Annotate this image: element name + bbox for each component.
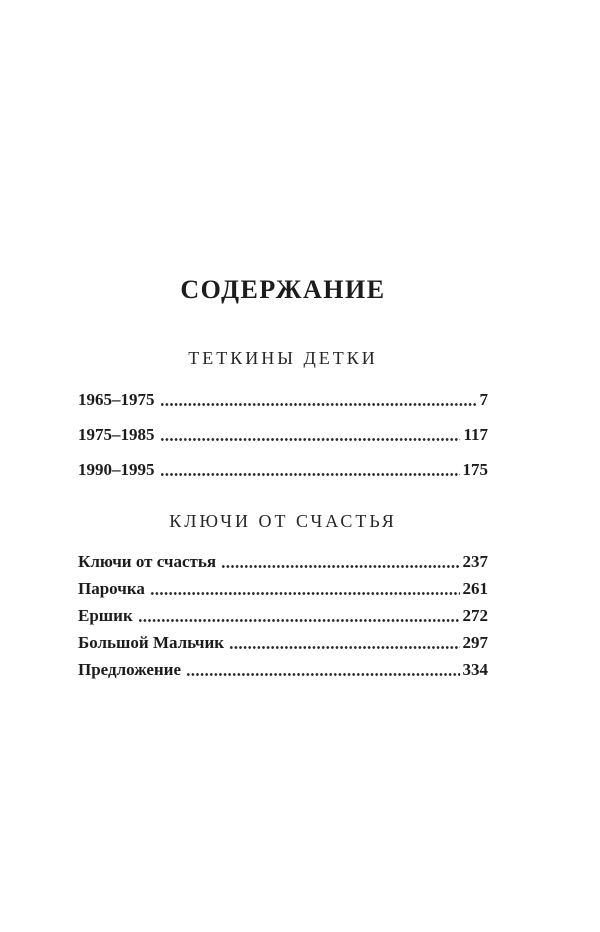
toc-entry-label: Большой Мальчик xyxy=(78,633,225,652)
section-heading-tetkiny-detki: ТЕТКИНЫ ДЕТКИ xyxy=(188,348,378,368)
dot-leader xyxy=(138,606,460,625)
dot-leader xyxy=(221,552,459,571)
toc-section-entries xyxy=(78,390,488,479)
dot-leader xyxy=(186,660,460,679)
toc-entry-label: 1975–1985 xyxy=(78,425,155,444)
toc-entry-page: 297 xyxy=(462,633,488,652)
toc-entry-ershik[interactable] xyxy=(78,606,488,625)
dot-leader xyxy=(160,390,477,409)
toc-entry-page: 237 xyxy=(462,552,488,571)
toc-entry-1990-1995[interactable] xyxy=(78,460,488,479)
toc-entry-bolshoy-malchik[interactable] xyxy=(78,633,488,652)
toc-entry-predlozhenie[interactable] xyxy=(78,660,488,679)
page-title: СОДЕРЖАНИЕ xyxy=(180,275,386,304)
toc-entry-page: 175 xyxy=(462,460,488,479)
dot-leader xyxy=(160,460,460,479)
toc-entry-1965-1975[interactable] xyxy=(78,390,488,409)
toc-entry-page: 334 xyxy=(462,660,488,679)
toc-entry-1975-1985[interactable] xyxy=(78,425,488,444)
toc-entry-klyuchi-ot-schastya[interactable] xyxy=(78,552,488,571)
toc-entry-label: Предложение xyxy=(78,660,181,679)
toc-entry-label: Ключи от счастья xyxy=(78,552,217,571)
toc-entry-page: 261 xyxy=(462,579,488,598)
toc-entry-label: Парочка xyxy=(78,579,145,598)
toc-entry-page: 7 xyxy=(479,390,488,409)
toc-entry-page: 272 xyxy=(462,606,488,625)
toc-entry-page: 117 xyxy=(463,425,488,444)
dot-leader xyxy=(229,633,459,652)
toc-entry-label: 1990–1995 xyxy=(78,460,155,479)
toc-page xyxy=(78,0,488,679)
section-heading-klyuchi-ot-schastya: КЛЮЧИ ОТ СЧАСТЬЯ xyxy=(169,511,397,531)
toc-section-entries xyxy=(78,552,488,679)
dot-leader xyxy=(150,579,460,598)
dot-leader xyxy=(160,425,461,444)
toc-entry-parochka[interactable] xyxy=(78,579,488,598)
toc-entry-label: 1965–1975 xyxy=(78,390,155,409)
toc-entry-label: Ершик xyxy=(78,606,133,625)
